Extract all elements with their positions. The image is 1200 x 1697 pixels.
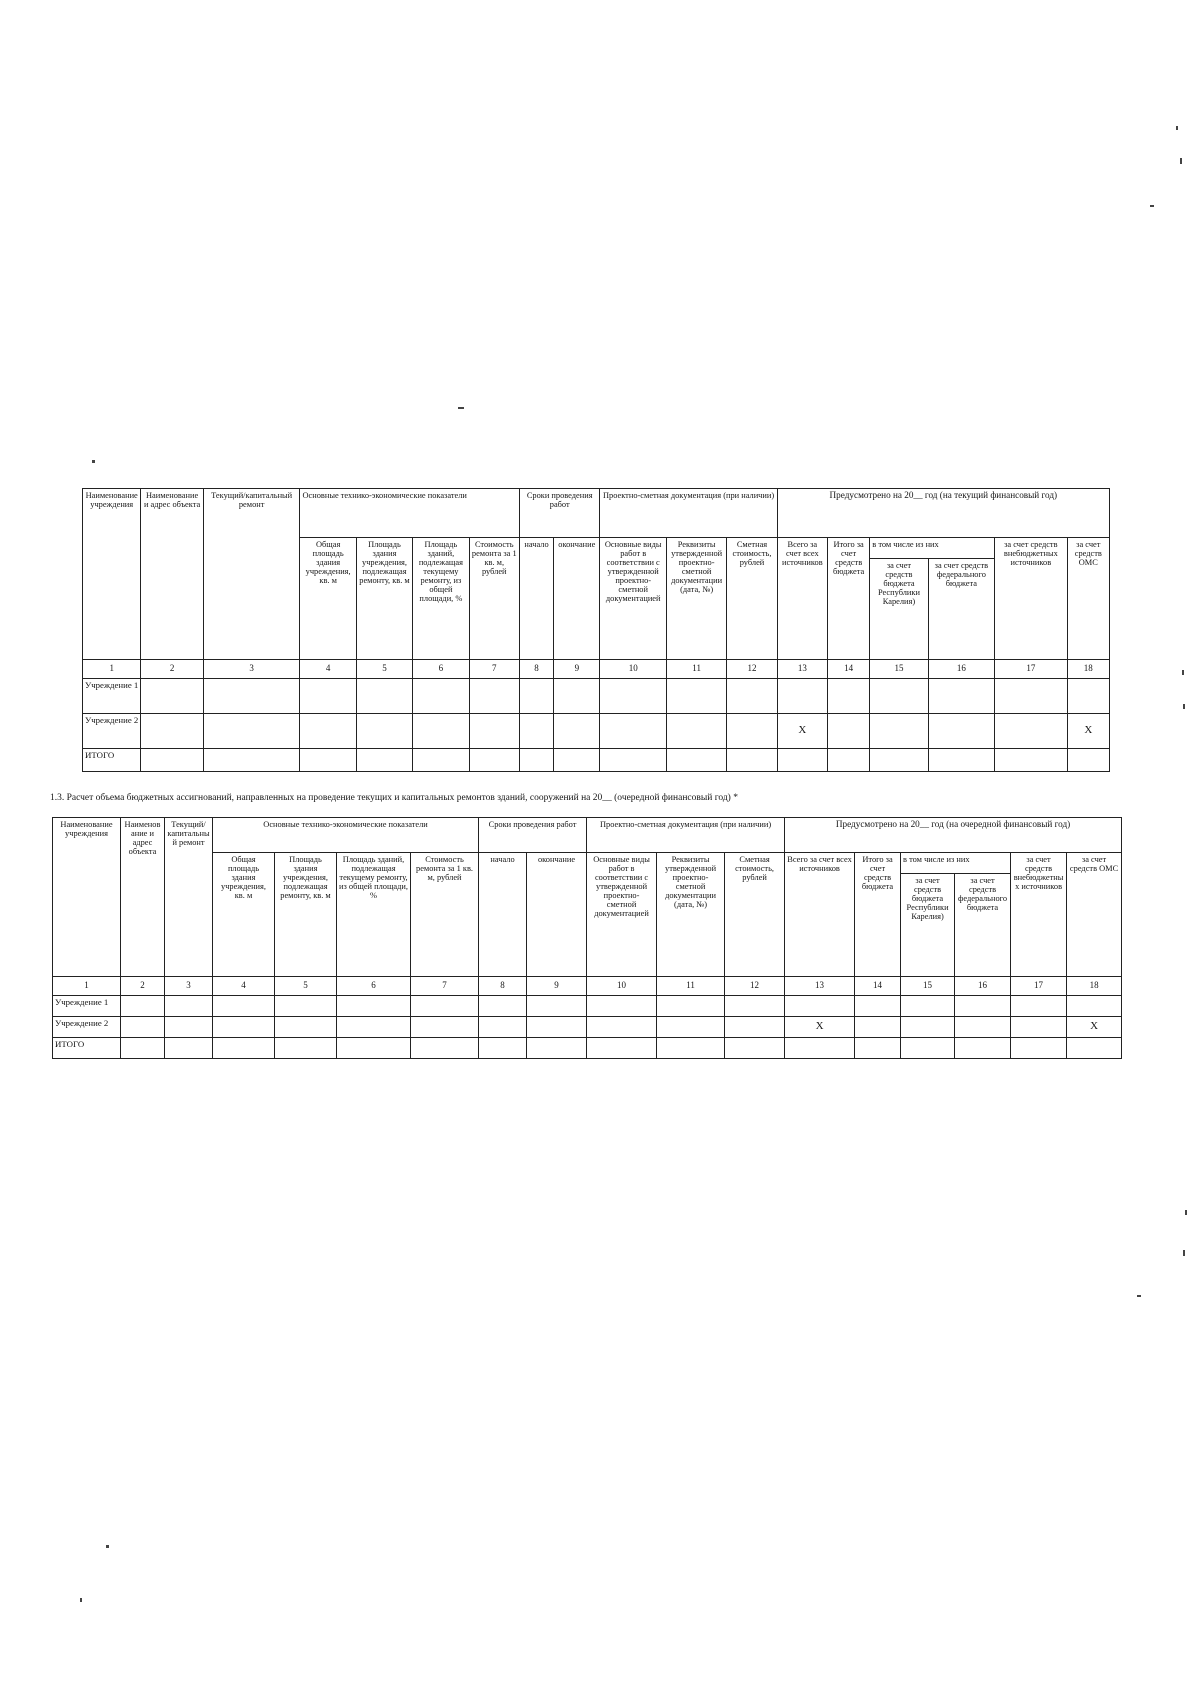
header-budget-total: Итого за счет средств бюджета (827, 538, 869, 660)
column-number: 8 (519, 660, 553, 679)
column-number: 15 (901, 977, 955, 996)
header-federal-budget: за счет средств федерального бюджета (928, 559, 994, 660)
header-institution-name: Наименование учреждения (83, 489, 141, 660)
header-estimated-cost: Сметная стоимость, рублей (725, 853, 785, 977)
row-label: Учреждение 1 (53, 996, 121, 1017)
header-repair-area: Площадь здания учреждения, подлежащая ремонту, кв. м (275, 853, 337, 977)
scan-speck (80, 1598, 82, 1602)
header-including: в том числе из них (870, 538, 995, 559)
column-number: 7 (411, 977, 479, 996)
oms-cell (1067, 749, 1109, 772)
column-number: 16 (928, 660, 994, 679)
scan-speck (458, 407, 464, 409)
column-number: 17 (1011, 977, 1067, 996)
scan-speck (1176, 126, 1178, 130)
column-number: 10 (600, 660, 666, 679)
header-repair-share: Площадь зданий, подлежащая текущему ремонту, из общей площади, % (413, 538, 469, 660)
column-number: 14 (827, 660, 869, 679)
header-unit-cost: Стоимость ремонта за 1 кв. м, рублей (411, 853, 479, 977)
column-number: 4 (213, 977, 275, 996)
column-number: 10 (587, 977, 657, 996)
column-number: 2 (121, 977, 165, 996)
header-tech-indicators: Основные технико-экономические показатели (213, 818, 479, 853)
row-label: Учреждение 2 (53, 1017, 121, 1038)
header-republic-budget: за счет средств бюджета Республики Карелия) (901, 874, 955, 977)
header-all-sources: Всего за счет всех источников (777, 538, 827, 660)
column-number: 1 (83, 660, 141, 679)
oms-cell (1067, 679, 1109, 714)
table-row (53, 1017, 1122, 1038)
header-institution-name: Наименование учреждения (53, 818, 121, 977)
header-tech-indicators: Основные технико-экономические показатели (300, 489, 519, 538)
header-oms: за счет средств ОМС (1067, 853, 1122, 977)
header-design-details: Реквизиты утвержденной проектно-сметной документации (дата, №) (657, 853, 725, 977)
header-extrabudget: за счет средств внебюджетных источников (1011, 853, 1067, 977)
header-repair-type: Текущий/капитальный ремонт (165, 818, 213, 977)
header-repair-area: Площадь здания учреждения, подлежащая ремонту, кв. м (356, 538, 412, 660)
budget-table-current-year (82, 488, 1110, 772)
column-number: 17 (995, 660, 1067, 679)
header-funding-planned: Предусмотрено на 20__ год (на очередной финансовый год) (785, 818, 1122, 853)
all-sources-cell (785, 996, 855, 1017)
table-total-row (83, 749, 1110, 772)
row-label: ИТОГО (83, 749, 141, 772)
all-sources-cell: Х (777, 714, 827, 749)
header-republic-budget: за счет средств бюджета Республики Карелия) (870, 559, 928, 660)
header-design-documentation: Проектно-сметная документация (при наличии) (587, 818, 785, 853)
header-repair-type: Текущий/капитальный ремонт (203, 489, 300, 660)
row-label: Учреждение 2 (83, 714, 141, 749)
column-number: 5 (275, 977, 337, 996)
column-number: 14 (855, 977, 901, 996)
column-number: 9 (527, 977, 587, 996)
header-budget-total: Итого за счет средств бюджета (855, 853, 901, 977)
row-label: ИТОГО (53, 1038, 121, 1059)
header-total-area: Общая площадь здания учреждения, кв. м (300, 538, 356, 660)
column-number: 7 (469, 660, 519, 679)
scan-speck (1183, 704, 1185, 709)
header-federal-budget: за счет средств федерального бюджета (955, 874, 1011, 977)
header-start: начало (519, 538, 553, 660)
column-number: 3 (203, 660, 300, 679)
scan-speck (1183, 1250, 1185, 1256)
column-number: 11 (666, 660, 726, 679)
scan-speck (106, 1545, 109, 1548)
column-number: 16 (955, 977, 1011, 996)
oms-cell: Х (1067, 714, 1109, 749)
column-number: 13 (777, 660, 827, 679)
header-including: в том числе из них (901, 853, 1011, 874)
oms-cell (1067, 996, 1122, 1017)
scan-speck (1185, 1210, 1187, 1215)
column-number: 1 (53, 977, 121, 996)
table-row (53, 996, 1122, 1017)
table-row (83, 714, 1110, 749)
header-work-types: Основные виды работ в соответствии с утвержденной проектно-сметной документацией (587, 853, 657, 977)
scan-speck (92, 460, 95, 463)
column-number: 4 (300, 660, 356, 679)
column-number: 5 (356, 660, 412, 679)
column-number: 2 (141, 660, 203, 679)
column-number: 9 (554, 660, 600, 679)
table-row (83, 679, 1110, 714)
table-total-row (53, 1038, 1122, 1059)
header-extrabudget: за счет средств внебюджетных источников (995, 538, 1067, 660)
column-number: 8 (479, 977, 527, 996)
header-estimated-cost: Сметная стоимость, рублей (727, 538, 777, 660)
column-number: 12 (727, 660, 777, 679)
column-number: 6 (413, 660, 469, 679)
scan-speck (1150, 205, 1154, 207)
column-number: 11 (657, 977, 725, 996)
header-unit-cost: Стоимость ремонта за 1 кв. м, рублей (469, 538, 519, 660)
column-number: 3 (165, 977, 213, 996)
column-number: 13 (785, 977, 855, 996)
header-total-area: Общая площадь здания учреждения, кв. м (213, 853, 275, 977)
column-number: 15 (870, 660, 928, 679)
oms-cell: Х (1067, 1017, 1122, 1038)
oms-cell (1067, 1038, 1122, 1059)
column-number: 18 (1067, 977, 1122, 996)
section-caption: 1.3. Расчет объема бюджетных ассигнований, направленных на проведение текущих и капитальных ремонтов зданий, сооружений на 20__ (очередной финансовый год) * (50, 793, 738, 803)
header-all-sources: Всего за счет всех источников (785, 853, 855, 977)
scan-speck (1182, 670, 1184, 675)
all-sources-cell (777, 679, 827, 714)
scan-speck (1180, 158, 1182, 164)
header-object-address: Наименование и адрес объекта (121, 818, 165, 977)
row-label: Учреждение 1 (83, 679, 141, 714)
header-design-details: Реквизиты утвержденной проектно-сметной документации (дата, №) (666, 538, 726, 660)
header-oms: за счет средств ОМС (1067, 538, 1109, 660)
column-number: 18 (1067, 660, 1109, 679)
header-work-types: Основные виды работ в соответствии с утвержденной проектно-сметной документацией (600, 538, 666, 660)
all-sources-cell (777, 749, 827, 772)
header-work-dates: Сроки проведения работ (519, 489, 600, 538)
header-funding-planned: Предусмотрено на 20__ год (на текущий финансовый год) (777, 489, 1109, 538)
header-work-dates: Сроки проведения работ (479, 818, 587, 853)
header-repair-share: Площадь зданий, подлежащая текущему ремонту, из общей площади, % (337, 853, 411, 977)
scan-speck (1137, 1295, 1141, 1297)
header-object-address: Наименование и адрес объекта (141, 489, 203, 660)
all-sources-cell (785, 1038, 855, 1059)
header-design-documentation: Проектно-сметная документация (при наличии) (600, 489, 777, 538)
budget-table-next-year (52, 817, 1122, 1059)
column-number: 6 (337, 977, 411, 996)
header-start: начало (479, 853, 527, 977)
all-sources-cell: Х (785, 1017, 855, 1038)
column-number: 12 (725, 977, 785, 996)
header-end: окончание (554, 538, 600, 660)
header-end: окончание (527, 853, 587, 977)
